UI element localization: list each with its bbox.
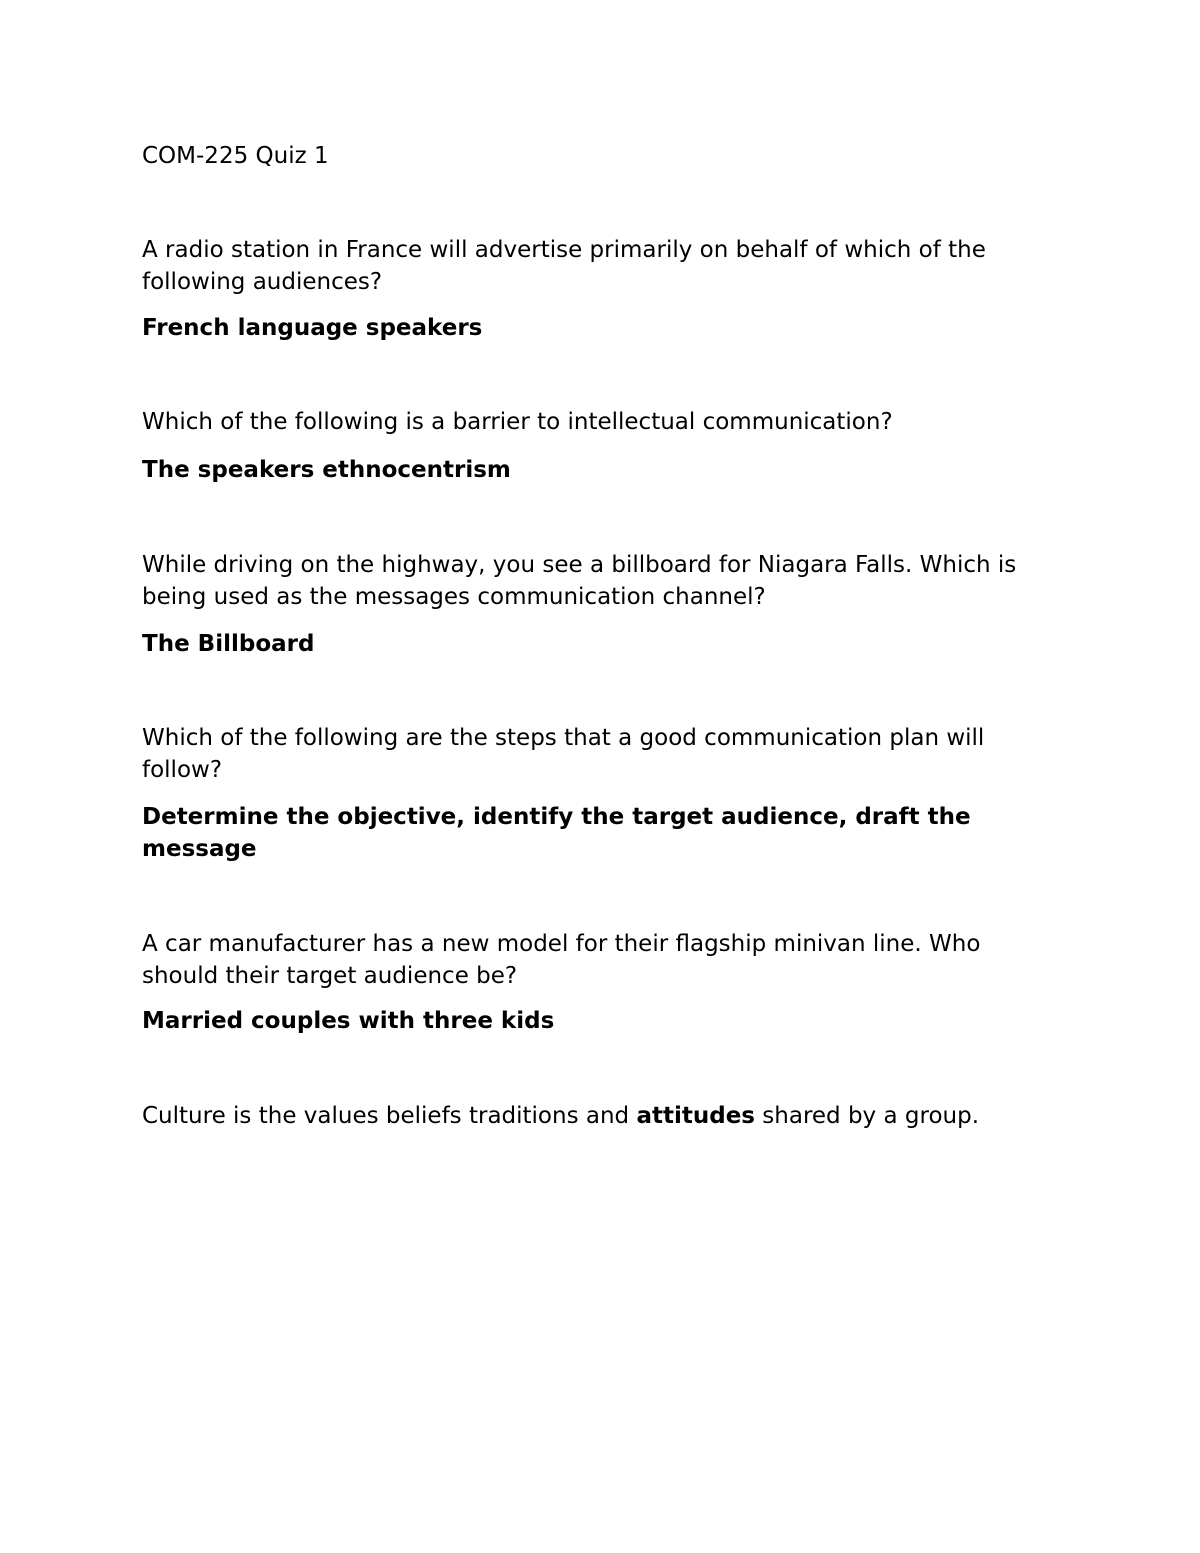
question-1: A radio station in France will advertise primarily on behalf of which of the following audiences? xyxy=(142,237,986,295)
answer-3: The Billboard xyxy=(142,631,315,657)
closing-text-after: shared by a group. xyxy=(754,1103,979,1129)
question-4: Which of the following are the steps that a good communication plan will follow? xyxy=(142,725,985,783)
answer-2: The speakers ethnocentrism xyxy=(142,457,511,483)
question-2: Which of the following is a barrier to intellectual communication? xyxy=(142,409,893,435)
closing-bold-term: attitudes xyxy=(636,1103,755,1129)
closing-statement xyxy=(142,1100,1062,1132)
question-5: A car manufacturer has a new model for their flagship minivan line. Who should their target audience be? xyxy=(142,931,981,989)
closing-text-before: Culture is the values beliefs traditions and xyxy=(142,1103,637,1129)
answer-1: French language speakers xyxy=(142,315,483,341)
question-3: While driving on the highway, you see a billboard for Niagara Falls. Which is being used as the messages communication channel? xyxy=(142,552,1017,610)
document-title: COM-225 Quiz 1 xyxy=(142,143,329,169)
answer-4: Determine the objective, identify the target audience, draft the message xyxy=(142,804,971,862)
answer-5: Married couples with three kids xyxy=(142,1008,555,1034)
